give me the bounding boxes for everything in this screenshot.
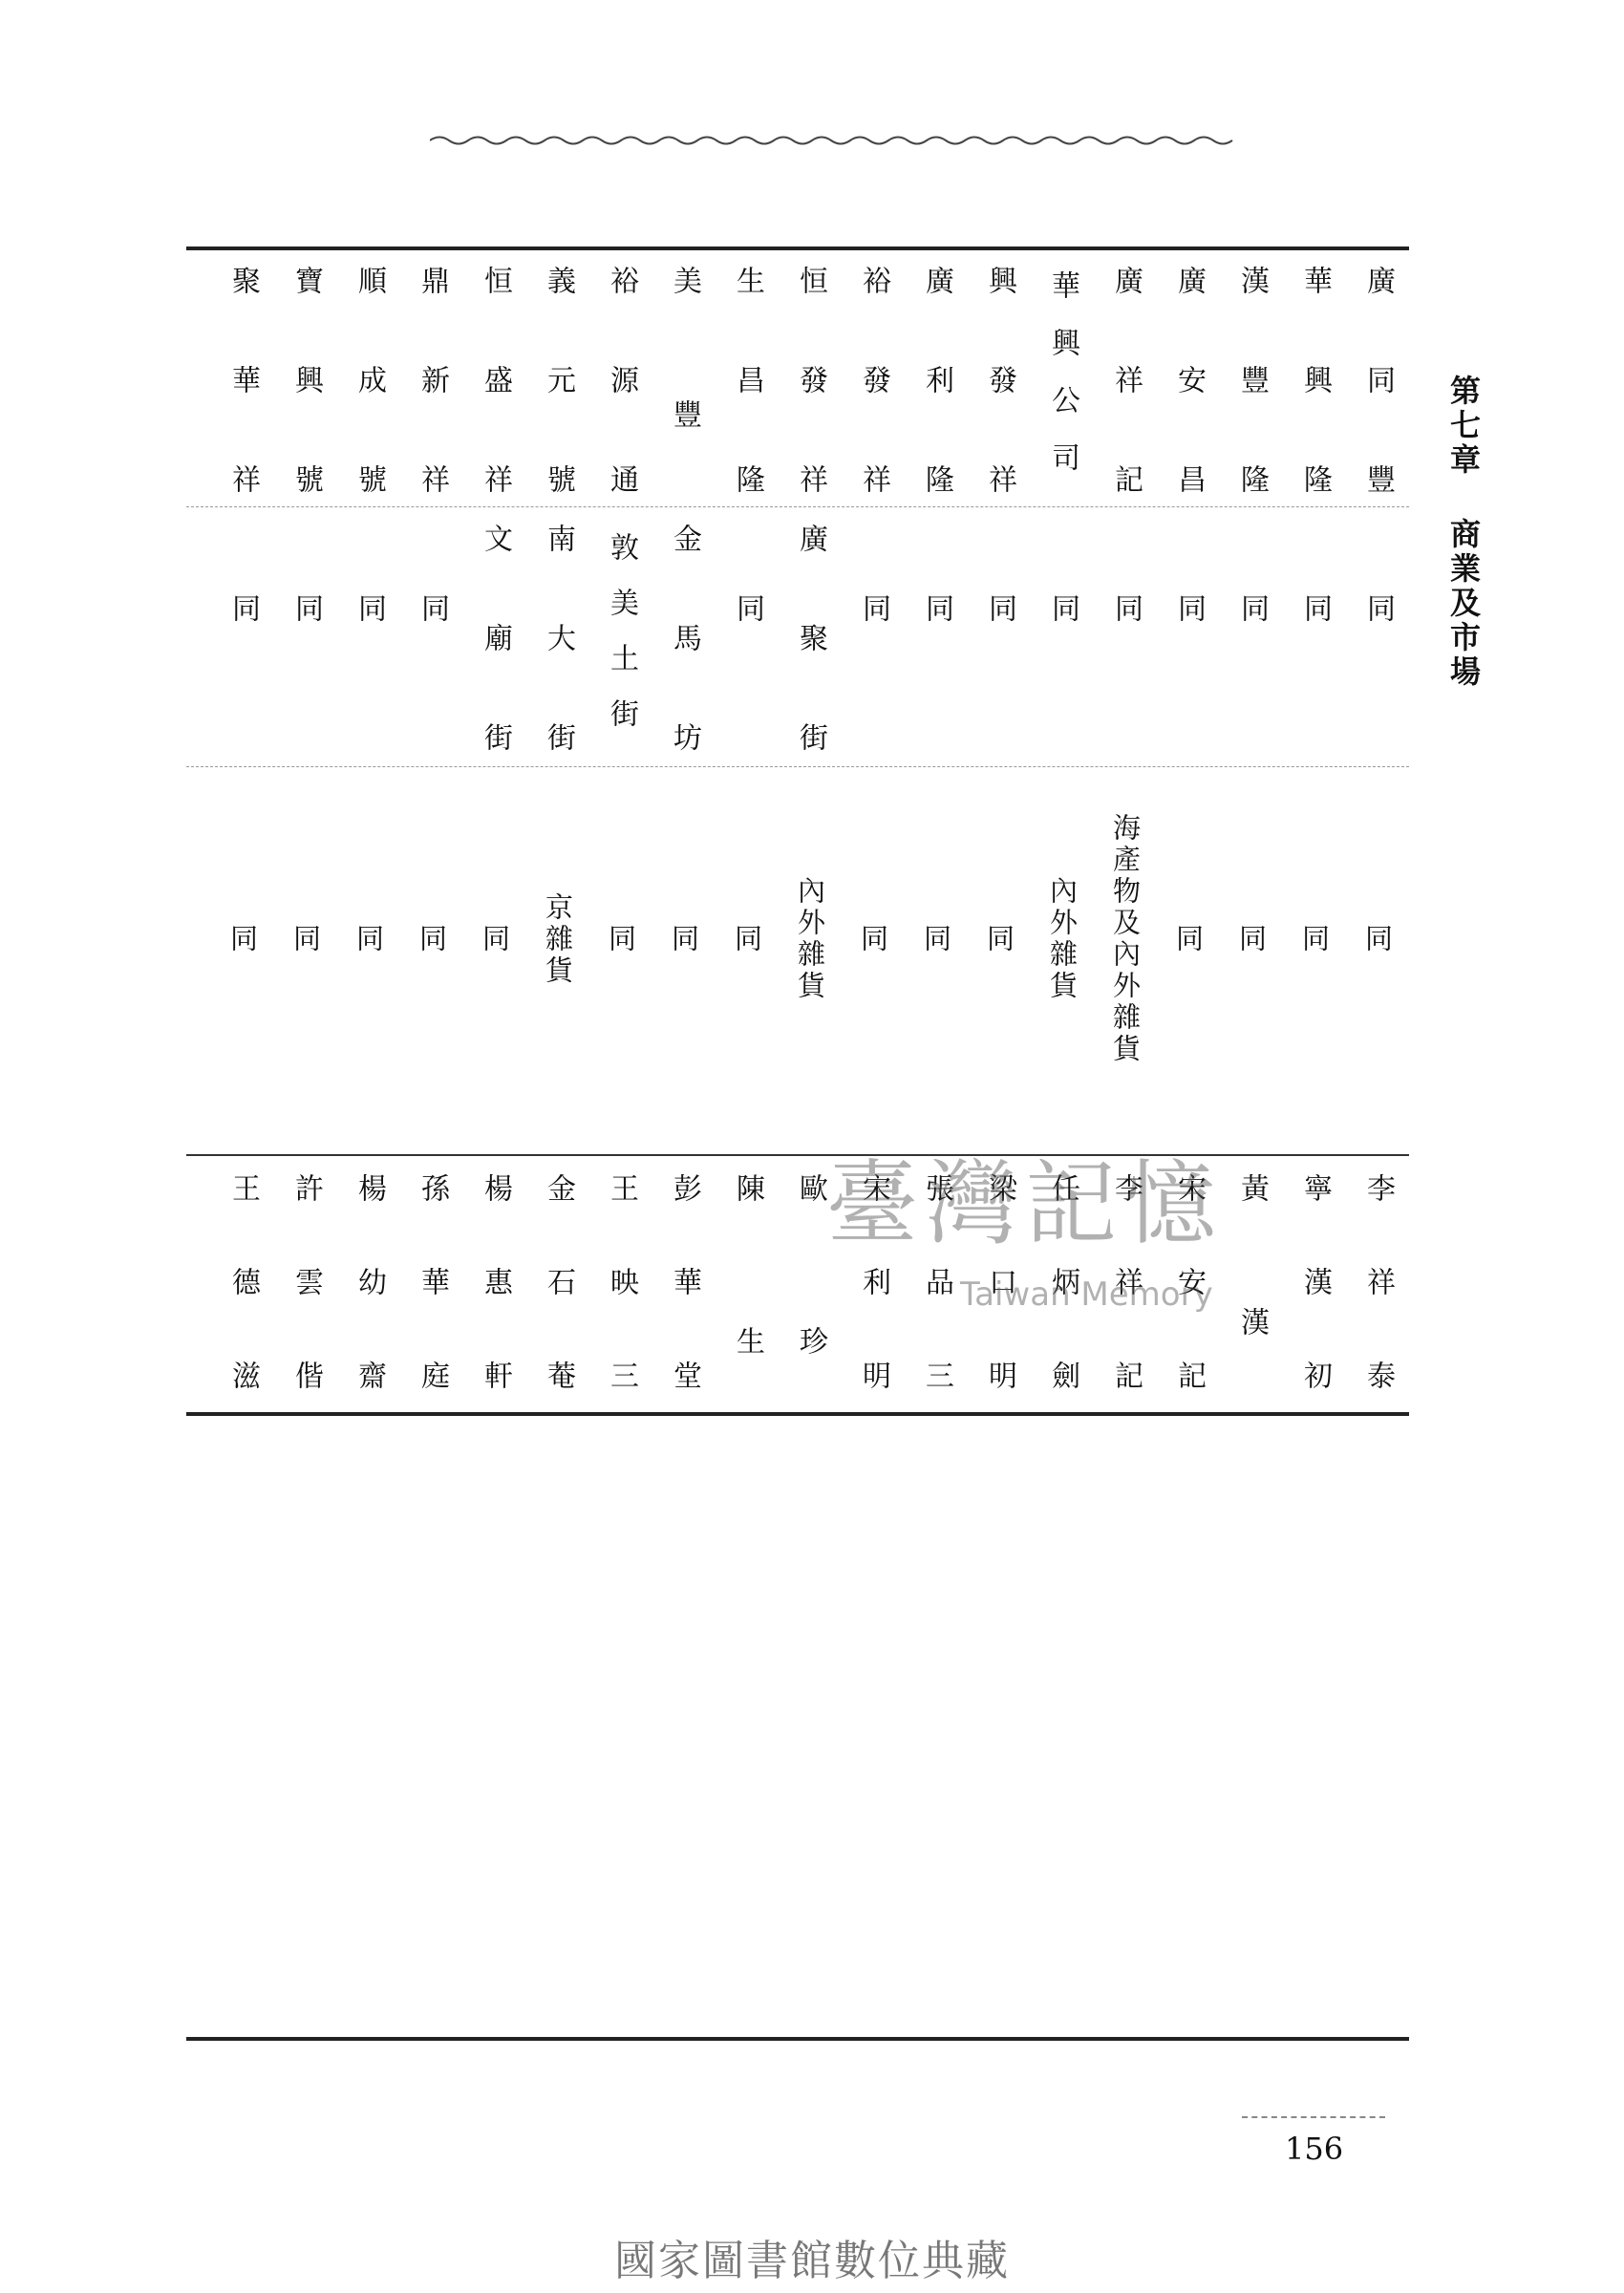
owner-name: 孫華庭 — [416, 1173, 449, 1454]
business-goods: 內外雜貨 — [794, 876, 826, 1002]
owner-name: 楊惠軒 — [479, 1173, 512, 1454]
owners-top-rule — [186, 1154, 1409, 1156]
business-goods: 同 — [605, 923, 637, 955]
business-name: 寶興號 — [289, 266, 323, 564]
business-name: 義元號 — [542, 266, 575, 564]
watermark-chinese: 臺灣記憶 — [826, 1150, 1224, 1257]
table-column — [337, 256, 400, 1116]
business-address: 同 — [920, 593, 953, 693]
business-goods: 同 — [289, 923, 322, 955]
table-column — [463, 256, 526, 1116]
business-name: 華興隆 — [1298, 266, 1332, 564]
business-address: 文廟街 — [479, 524, 512, 822]
business-goods: 海產物及內外雜貨 — [1109, 813, 1142, 1065]
owner-name: 任炳劍 — [1046, 1173, 1079, 1454]
page-bottom-rule — [186, 2037, 1409, 2041]
business-address: 金馬坊 — [668, 524, 701, 822]
owner-name: 許雲偕 — [289, 1173, 323, 1454]
business-goods: 同 — [668, 923, 700, 955]
business-goods: 同 — [857, 923, 889, 955]
table-column — [1220, 256, 1283, 1116]
table-column — [1157, 256, 1220, 1116]
owner-name: 張品三 — [920, 1173, 953, 1454]
business-address: 敦美土街 — [605, 532, 638, 754]
business-address: 同 — [353, 593, 386, 693]
business-address: 同 — [857, 593, 890, 693]
owner-name: 李祥泰 — [1361, 1173, 1395, 1454]
business-name: 美豐 — [668, 266, 701, 533]
business-goods: 同 — [353, 923, 385, 955]
owners-bottom-rule — [186, 1412, 1409, 1416]
business-name: 生昌隆 — [731, 266, 764, 564]
business-goods: 同 — [1172, 923, 1205, 955]
table-column — [589, 256, 652, 1116]
business-address: 同 — [289, 593, 323, 693]
business-goods: 內外雜貨 — [1046, 876, 1079, 1002]
business-goods: 同 — [920, 923, 952, 955]
owner-name: 王德滋 — [226, 1173, 260, 1454]
table-column — [779, 256, 842, 1116]
owner-name: 梁口明 — [983, 1173, 1016, 1454]
owner-name: 王映三 — [605, 1173, 638, 1454]
watermark-english: Taiwan Memory — [960, 1275, 1213, 1314]
owner-name: 金石菴 — [542, 1173, 575, 1454]
table-column — [400, 256, 463, 1116]
page-number: 156 — [1285, 2131, 1344, 2167]
business-address: 同 — [1298, 593, 1332, 693]
business-name: 恒盛祥 — [479, 266, 512, 564]
owner-name: 宋安記 — [1172, 1173, 1206, 1454]
business-name: 華興公司 — [1046, 270, 1079, 500]
business-address: 南大街 — [542, 524, 575, 822]
table-column — [652, 256, 716, 1116]
business-address: 同 — [731, 593, 764, 693]
business-name: 裕源通 — [605, 266, 638, 564]
table-column — [905, 256, 968, 1116]
table-column — [842, 256, 905, 1116]
business-address: 同 — [1235, 593, 1269, 693]
owner-name: 楊幼齋 — [353, 1173, 386, 1454]
business-address: 同 — [983, 593, 1016, 693]
business-goods: 同 — [479, 923, 511, 955]
table-column — [716, 256, 779, 1116]
owner-name: 宋利明 — [857, 1173, 890, 1454]
business-goods: 同 — [416, 923, 448, 955]
business-address: 廣聚街 — [794, 524, 827, 822]
table-column — [1283, 256, 1346, 1116]
owner-name: 歐珍 — [794, 1173, 827, 1479]
business-name: 聚華祥 — [226, 266, 260, 564]
business-name: 廣祥記 — [1109, 266, 1143, 564]
table-column — [211, 256, 274, 1116]
business-name: 廣利隆 — [920, 266, 953, 564]
business-name: 順成號 — [353, 266, 386, 564]
owner-name: 李祥記 — [1109, 1173, 1143, 1454]
business-name: 裕發祥 — [857, 266, 890, 564]
business-goods: 同 — [983, 923, 1015, 955]
business-name: 漢豐隆 — [1235, 266, 1269, 564]
table-column — [1031, 256, 1094, 1116]
business-directory-table — [186, 256, 1409, 1116]
chapter-heading: 第七章 商業及市場 — [1445, 375, 1482, 690]
table-column — [526, 256, 589, 1116]
business-name: 廣同豐 — [1361, 266, 1395, 564]
owner-name: 彭華堂 — [668, 1173, 701, 1454]
business-goods: 同 — [226, 923, 259, 955]
business-goods: 同 — [1298, 923, 1331, 955]
table-column — [1094, 256, 1157, 1116]
table-column — [274, 256, 337, 1116]
footer-credit: 國家圖書館數位典藏 — [614, 2237, 1010, 2285]
business-address: 同 — [1046, 593, 1079, 693]
business-name: 廣安昌 — [1172, 266, 1206, 564]
business-address: 同 — [1361, 593, 1395, 693]
business-address: 同 — [1109, 593, 1143, 693]
business-goods: 同 — [1235, 923, 1268, 955]
business-goods: 同 — [731, 923, 763, 955]
owners-list — [186, 1164, 1409, 1479]
business-name: 恒發祥 — [794, 266, 827, 564]
table-column — [968, 256, 1031, 1116]
business-address: 同 — [416, 593, 449, 693]
business-goods: 京雜貨 — [542, 891, 574, 987]
owner-name: 黃漢 — [1235, 1173, 1269, 1441]
business-name: 鼎新祥 — [416, 266, 449, 564]
business-goods: 同 — [1361, 923, 1394, 955]
page-number-rule — [1242, 2116, 1385, 2118]
owner-name: 陳生 — [731, 1173, 764, 1479]
table-column — [1346, 256, 1409, 1116]
business-address: 同 — [226, 593, 260, 693]
business-name: 興發祥 — [983, 266, 1016, 564]
business-address: 同 — [1172, 593, 1206, 693]
owner-name: 寧漢初 — [1298, 1173, 1332, 1454]
decorative-wavy-rule — [430, 132, 1242, 149]
table-top-rule — [186, 246, 1409, 250]
